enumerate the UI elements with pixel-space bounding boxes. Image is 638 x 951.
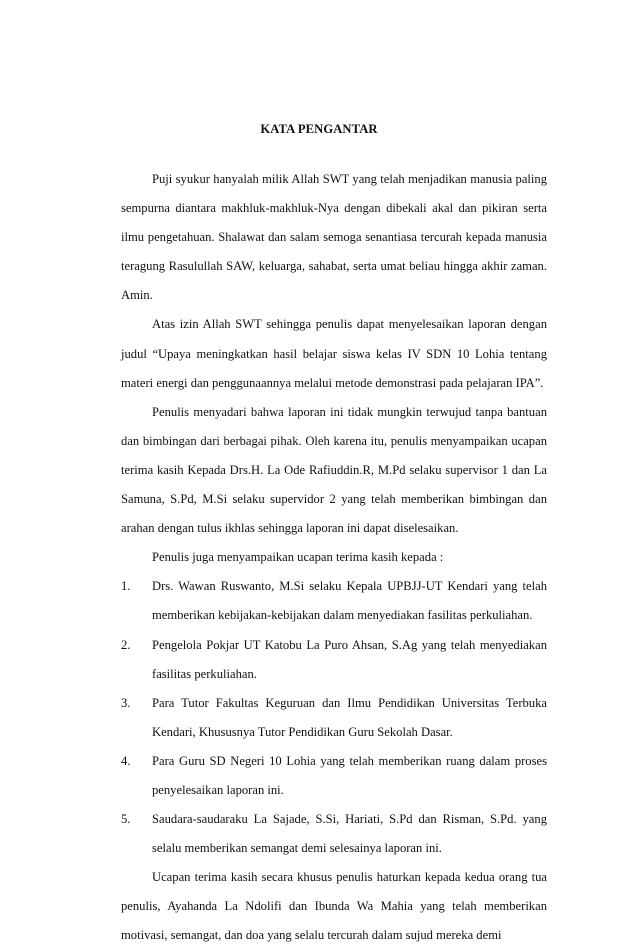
list-item-text: Saudara-saudaraku La Sajade, S.Si, Hariati, S.Pd dan Risman, S.Pd. yang selalu memberikan semangat demi selesainya laporan ini.	[152, 812, 547, 856]
paragraph-closing: Ucapan terima kasih secara khusus penulis haturkan kepada kedua orang tua penulis, Ayahanda La Ndolifi dan Ibunda Wa Mahia yang telah memberikan motivasi, semangat, dan doa yang selalu tercurah dalam sujud mereka demi	[121, 870, 547, 943]
list-item-text: Para Guru SD Negeri 10 Lohia yang telah memberikan ruang dalam proses penyelesaikan laporan ini.	[152, 753, 547, 797]
list-item-number: 1.	[121, 579, 131, 594]
list-item-text: Para Tutor Fakultas Keguruan dan Ilmu Pendidikan Universitas Terbuka Kendari, Khususnya Tutor Pendidikan Guru Sekolah Dasar.	[152, 695, 547, 739]
list-item-text: Drs. Wawan Ruswanto, M.Si selaku Kepala UPBJJ-UT Kendari yang telah memberikan kebijakan-kebijakan dalam menyediakan fasilitas perkuliahan.	[152, 579, 547, 623]
list-item	[121, 572, 547, 630]
list-item-number: 2.	[121, 637, 131, 652]
document-body	[121, 165, 547, 951]
list-item-number: 3.	[121, 695, 131, 710]
paragraph-thanks-intro: Penulis juga menyampaikan ucapan terima kasih kepada :	[152, 550, 444, 565]
list-item-text: Pengelola Pokjar UT Katobu La Puro Ahsan, S.Ag yang telah menyediakan fasilitas perkuliahan.	[152, 637, 547, 681]
page-title: KATA PENGANTAR	[260, 122, 378, 136]
list-item-number: 4.	[121, 753, 131, 768]
list-item	[121, 689, 547, 747]
thanks-list	[121, 572, 547, 863]
paragraph-opening: Puji syukur hanyalah milik Allah SWT yang telah menjadikan manusia paling sempurna diantara makhluk-makhluk-Nya dengan dibekali akal dan pikiran serta ilmu pengetahuan. Shalawat dan salam semoga senantiasa tercurah kepada manusia teragung Rasulullah SAW, keluarga, sahabat, serta umat beliau hingga akhir zaman. Amin.	[121, 172, 547, 303]
list-item	[121, 747, 547, 805]
list-item	[121, 631, 547, 689]
list-item-number: 5.	[121, 812, 131, 827]
list-item	[121, 805, 547, 863]
paragraph-report-title: Atas izin Allah SWT sehingga penulis dapat menyelesaikan laporan dengan judul “Upaya meningkatkan hasil belajar siswa kelas IV SDN 10 Lohia tentang materi energi dan penggunaannya melalui metode demonstrasi pada pelajaran IPA”.	[121, 317, 547, 390]
paragraph-acknowledgement: Penulis menyadari bahwa laporan ini tidak mungkin terwujud tanpa bantuan dan bimbingan dari berbagai pihak. Oleh karena itu, penulis menyampaikan ucapan terima kasih Kepada Drs.H. La Ode Rafiuddin.R, M.Pd selaku supervisor 1 dan La Samuna, S.Pd, M.Si selaku supervidor 2 yang telah memberikan bimbingan dan arahan dengan tulus ikhlas sehingga laporan ini dapat diselesaikan.	[121, 404, 547, 536]
